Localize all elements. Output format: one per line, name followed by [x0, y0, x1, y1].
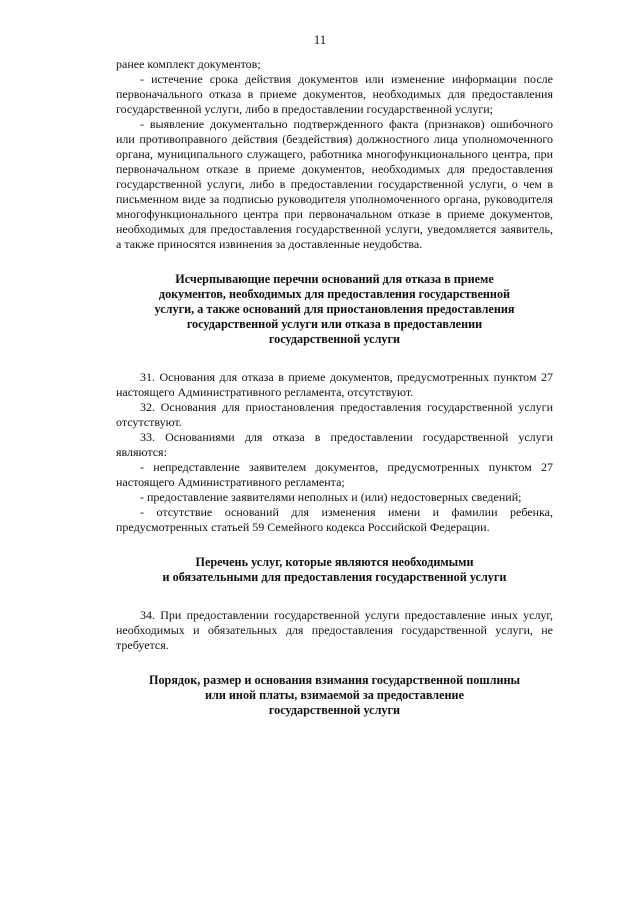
- bullet-non-submission: - непредставление заявителем документов, предусмотренных пунктом 27 настоящего Административного регламента;: [116, 460, 553, 489]
- paragraph-34: 34. При предоставлении государственной услуги предоставление иных услуг, необходимых и обязательных для предоставления государственной услуги, не требуется.: [116, 608, 553, 652]
- heading-line: государственной услуги или отказа в предоставлении: [186, 317, 483, 331]
- bullet-incomplete-info: - предоставление заявителями неполных и (или) недостоверных сведений;: [140, 490, 522, 504]
- paragraph-31: 31. Основания для отказа в приеме документов, предусмотренных пунктом 27 настоящего Административного регламента, отсутствуют.: [116, 370, 553, 399]
- page-number: 11: [313, 32, 327, 47]
- paragraph-32: 32. Основания для приостановления предоставления государственной услуги отсутствуют.: [116, 400, 553, 429]
- heading-line: Перечень услуг, которые являются необходимыми: [195, 555, 474, 569]
- heading-line: и обязательными для предоставления государственной услуги: [162, 570, 507, 584]
- paragraph-intro-continuation: ранее комплект документов;: [116, 57, 261, 71]
- section-heading-state-fee: [116, 673, 553, 718]
- page-content: [116, 57, 553, 718]
- heading-line: государственной услуги: [268, 703, 401, 717]
- paragraph-document-expiry: - истечение срока действия документов или изменение информации после первоначального отказа в приеме документов, необходимых для предоставления государственной услуги, либо в предоставлении государственной услуги;: [116, 72, 553, 116]
- paragraph-33: 33. Основаниями для отказа в предоставлении государственной услуги являются:: [116, 430, 553, 459]
- heading-line: государственной услуги: [268, 332, 401, 346]
- paragraph-error-detection: - выявление документально подтвержденного факта (признаков) ошибочного или противоправного действия (бездействия) должностного лица уполномоченного органа, муниципального служащего, работника многофункционального центра, при первоначальном отказе в приеме документов, необходимых для предоставления государственной услуги, либо в предоставлении государственной услуги, о чем в письменном виде за подписью руководителя уполномоченного органа, руководителя многофункционального центра при первоначальном отказе в приеме документов, необходимых для предоставления государственной услуги, уведомляется заявитель, а также приносятся извинения за доставленные неудобства.: [116, 117, 553, 251]
- bullet-no-grounds: - отсутствие оснований для изменения имени и фамилии ребенка, предусмотренных статьей 59 Семейного кодекса Российской Федерации.: [116, 505, 553, 534]
- heading-line: или иной платы, взимаемой за предоставление: [204, 688, 464, 702]
- section-heading-refusal-grounds: [116, 272, 553, 347]
- section-heading-required-services: [116, 555, 553, 585]
- heading-line: документов, необходимых для предоставления государственной: [158, 287, 511, 301]
- heading-line: Исчерпывающие перечни оснований для отказа в приеме: [175, 272, 494, 286]
- heading-line: услуги, а также оснований для приостановления предоставления: [154, 302, 515, 316]
- heading-line: Порядок, размер и основания взимания государственной пошлины: [148, 673, 521, 687]
